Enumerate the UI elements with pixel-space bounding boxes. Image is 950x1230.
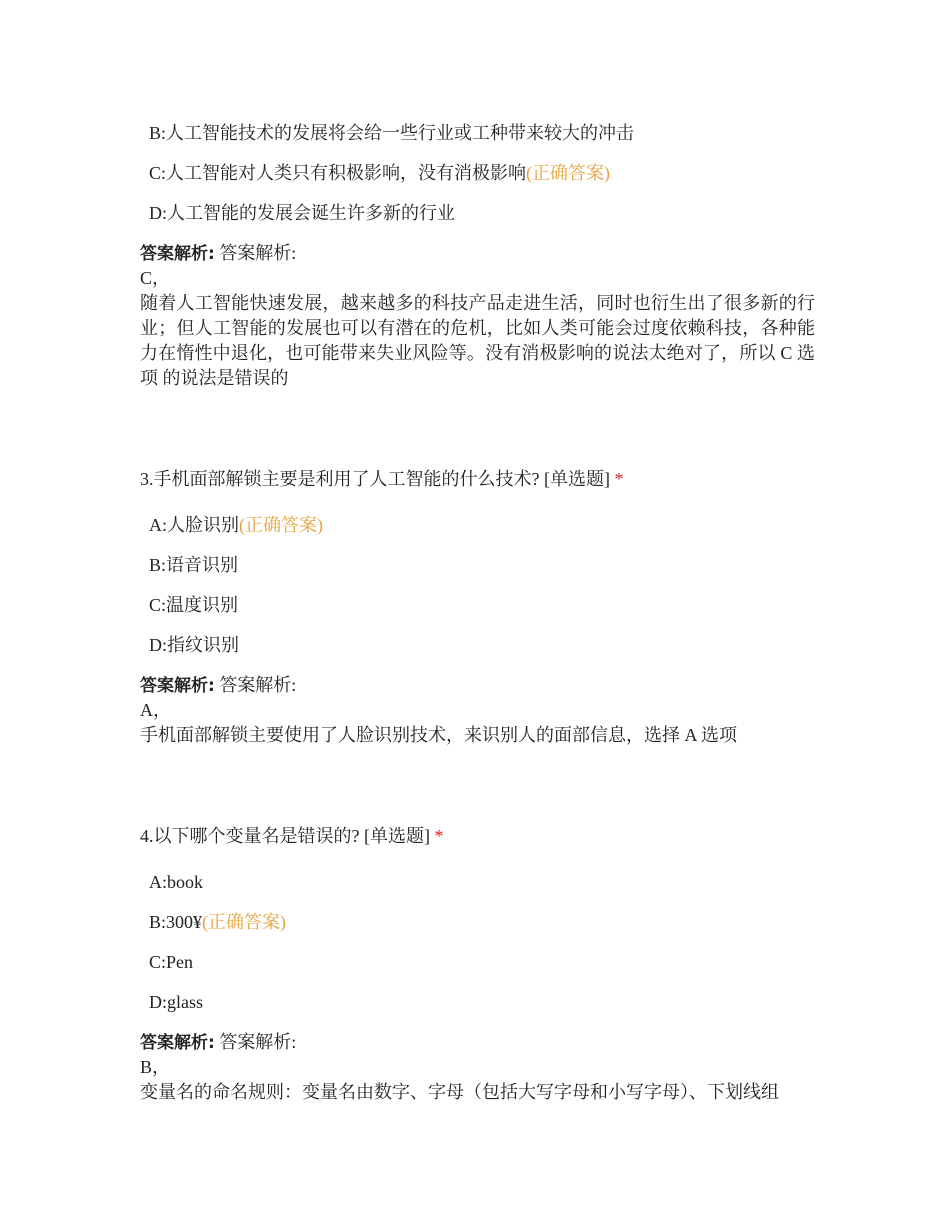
q3-answer: A， — [140, 700, 171, 720]
q4-option-a — [149, 870, 203, 894]
analysis-title: 答案解析: — [219, 675, 297, 695]
q2-option-d — [149, 201, 455, 225]
q2-option-c — [149, 161, 610, 185]
q4-option-b — [149, 910, 286, 934]
option-text: B:语音识别 — [149, 555, 239, 575]
option-text: A:book — [149, 872, 203, 892]
analysis-title: 答案解析: — [219, 1032, 297, 1052]
analysis-label: 答案解析: — [140, 244, 215, 264]
q2-explanation: 随着人工智能快速发展，越来越多的科技产品走进生活，同时也衍生出了很多新的行业；但人工智能的发展也可以有潜在的危机，比如人类可能会过度依赖科技，各种能力在惰性中退化，也可能带来失业风险等。没有消极影响的说法太绝对了，所以 C 选项 的说法是错误的 — [140, 293, 815, 388]
q3-analysis-heading — [140, 673, 296, 698]
question-text: 3.手机面部解锁主要是利用了人工智能的什么技术? [单选题] — [140, 469, 610, 489]
q3-option-c — [149, 593, 238, 617]
q3-option-a — [149, 513, 323, 537]
q2-option-b — [149, 121, 634, 145]
q3-option-b — [149, 553, 238, 577]
q4-analysis-heading — [140, 1030, 296, 1055]
q4-answer: B， — [140, 1057, 171, 1077]
correct-answer-tag: (正确答案) — [239, 515, 323, 535]
q4-question — [140, 824, 443, 848]
option-text: D:人工智能的发展会诞生许多新的行业 — [149, 203, 455, 223]
analysis-label: 答案解析: — [140, 676, 215, 696]
correct-answer-tag: (正确答案) — [526, 163, 611, 183]
correct-answer-tag: (正确答案) — [202, 912, 287, 932]
option-text: C:人工智能对人类只有积极影响，没有消极影响 — [149, 163, 527, 183]
q4-option-d — [149, 990, 203, 1014]
required-mark: * — [614, 469, 624, 489]
q4-explanation: 变量名的命名规则：变量名由数字、字母（包括大写字母和小写字母）、下划线组 — [140, 1082, 779, 1102]
option-text: A:人脸识别 — [149, 515, 239, 535]
q3-option-d — [149, 633, 239, 657]
option-text: C:Pen — [149, 952, 194, 972]
analysis-label: 答案解析: — [140, 1033, 215, 1053]
q3-question — [140, 467, 623, 491]
option-text: C:温度识别 — [149, 595, 239, 615]
analysis-title: 答案解析: — [219, 243, 297, 263]
q2-analysis-heading — [140, 241, 296, 266]
q4-option-c — [149, 950, 193, 974]
q2-answer: C， — [140, 268, 171, 288]
option-text: B:300¥ — [149, 912, 203, 932]
option-text: D:指纹识别 — [149, 635, 239, 655]
option-text: B:人工智能技术的发展将会给一些行业或工种带来较大的冲击 — [149, 123, 635, 143]
question-text: 4.以下哪个变量名是错误的? [单选题] — [140, 826, 430, 846]
option-text: D:glass — [149, 992, 203, 1012]
required-mark: * — [434, 826, 444, 846]
q3-explanation: 手机面部解锁主要使用了人脸识别技术，来识别人的面部信息，选择 A 选项 — [140, 725, 738, 745]
